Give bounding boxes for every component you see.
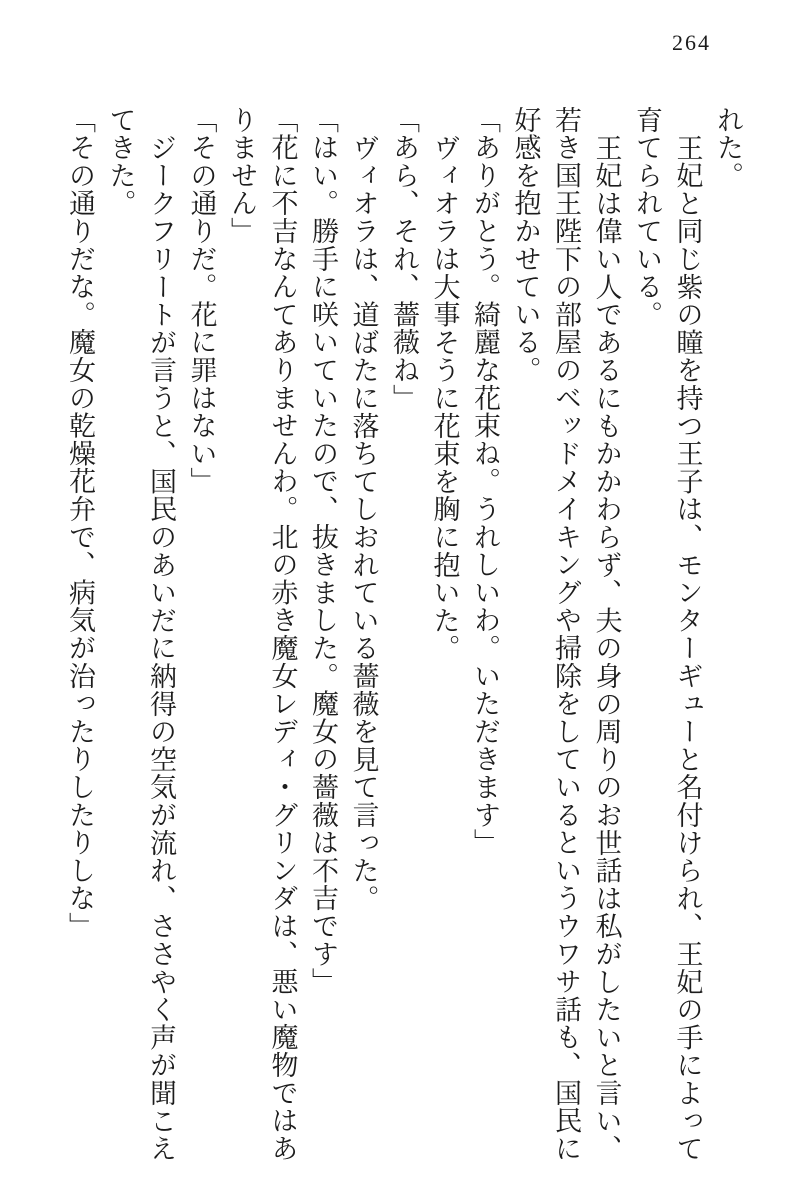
text-area bbox=[58, 106, 748, 1172]
text-line-16: てきた。 bbox=[105, 106, 136, 218]
text-line-5: 若き国王陛下の部屋のベッドメイキングや掃除をしているというウワサ話も、国民に bbox=[551, 106, 581, 1163]
text-line-11: 「はい。勝手に咲いていたので、抜きました。魔女の薔薇は不吉です」 bbox=[308, 106, 338, 996]
page-number: 264 bbox=[672, 30, 711, 55]
text-line-3: 育てられている。 bbox=[632, 106, 662, 329]
text-line-9: 「あら、それ、薔薇ね」 bbox=[389, 106, 419, 412]
text-line-8: ヴィオラは大事そうに花束を胸に抱いた。 bbox=[429, 134, 460, 663]
text-line-2: 王妃と同じ紫の瞳を持つ王子は、モンターギューと名付けられ、王妃の手によって bbox=[672, 134, 703, 1163]
text-line-7: 「ありがとう。綺麗な花束ね。うれしいわ。いただきます」 bbox=[470, 106, 500, 857]
text-line-17: 「その通りだな。魔女の乾燥花弁で、病気が治ったりしたりしな」 bbox=[65, 106, 95, 940]
text-line-1: れた。 bbox=[713, 106, 743, 190]
text-line-13: りません」 bbox=[227, 106, 257, 245]
text-line-15: ジークフリートが言うと、国民のあいだに納得の空気が流れ、ささやく声が聞こえ bbox=[146, 134, 176, 1163]
text-line-4: 王妃は偉い人であるにもかかわらず、夫の身の周りのお世話は私がしたいと言い、 bbox=[591, 134, 622, 1163]
text-line-14: 「その通りだ。花に罪はない」 bbox=[186, 106, 217, 496]
text-line-6: 好感を抱かせている。 bbox=[510, 106, 541, 384]
text-line-10: ヴィオラは、道ばたに落ちてしおれている薔薇を見て言った。 bbox=[348, 134, 379, 913]
text-line-12: 「花に不吉なんてありませんわ。北の赤き魔女レディ・グリンダは、悪い魔物ではあ bbox=[267, 106, 298, 1163]
